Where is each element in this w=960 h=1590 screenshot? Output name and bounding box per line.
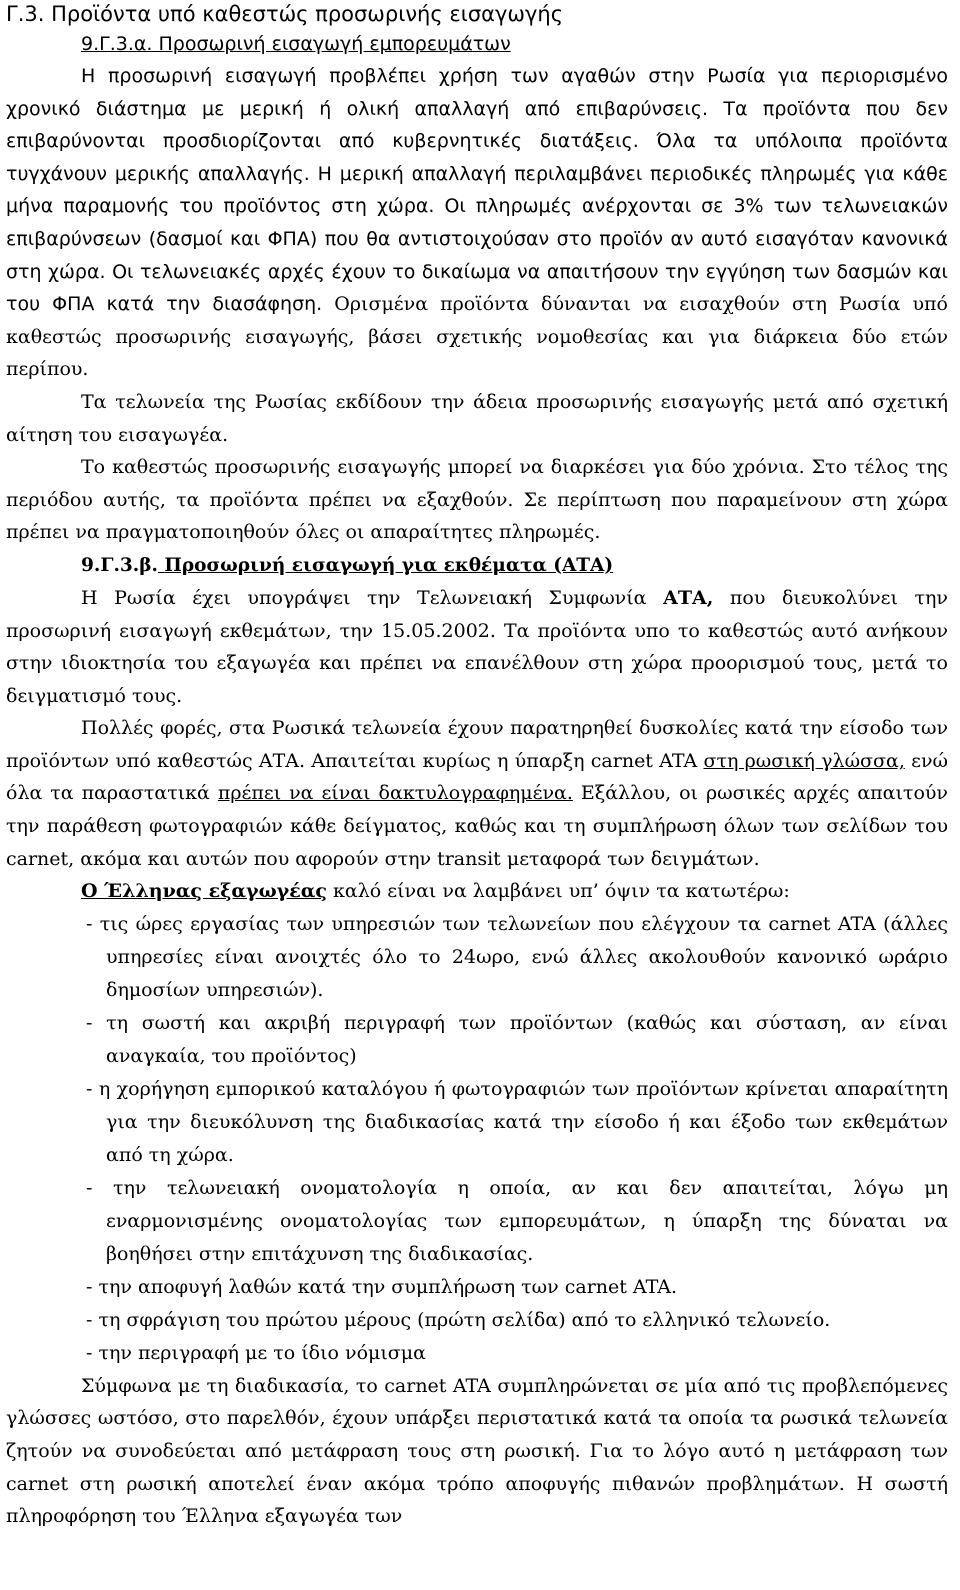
list-item: - τη σφράγιση του πρώτου μέρους (πρώτη σελίδα) από το ελληνικό τελωνείο. bbox=[86, 1308, 831, 1331]
paragraph-b2-underline1: στη ρωσική γλώσσα, bbox=[703, 749, 905, 772]
paragraph-b2-part1: Πολλές φορές, στα Ρωσικά τελωνεία έχουν παρατηρηθεί δυσκολίες κατά την είσοδο των προϊόντων υπό καθεστώς ΑΤΑ. Απαιτείται κυρίως η ύπαρξη carnet ATA bbox=[6, 717, 948, 772]
paragraph-b3-bold: Ο Έλληνας εξαγωγέας bbox=[81, 880, 327, 903]
section-title: Γ.3. Προϊόντα υπό καθεστώς προσωρινής εισαγωγής bbox=[6, 2, 564, 26]
list-item: - την τελωνειακή ονοματολογία η οποία, αν και δεν απαιτείται, λόγω μη εναρμονισμένης ονοματολογίας των εμπορευμάτων, η ύπαρξη της δύναται να βοηθήσει στην επιτάχυνση της διαδικασίας. bbox=[86, 1176, 948, 1265]
paragraph-a3: Το καθεστώς προσωρινής εισαγωγής μπορεί να διαρκέσει για δύο χρόνια. Στο τέλος της περιόδου αυτής, τα προϊόντα πρέπει να εξαχθούν. Σε περίπτωση που παραμείνουν στη χώρα πρέπει να πραγματοποιηθούν όλες οι απαραίτητες πληρωμές. bbox=[6, 456, 948, 544]
list-item: - την περιγραφή με το ίδιο νόμισμα bbox=[86, 1341, 426, 1364]
paragraph-b2-part3: Εξάλλου, οι ρωσικές αρχές απαιτούν την παράθεση φωτογραφιών κάθε δείγματος, καθώς και τη συμπλήρωση όλων των σελίδων του carnet, ακόμα και αυτών που αφορούν στην transit μεταφορά των δειγμάτων. bbox=[6, 782, 948, 870]
list-item: - η χορήγηση εμπορικού καταλόγου ή φωτογραφιών των προϊόντων κρίνεται απαραίτητη για την διευκόλυνση της διαδικασίας κατά την είσοδο ή και έξοδο των εκθεμάτων από τη χώρα. bbox=[86, 1077, 948, 1166]
paragraph-b2-part2: ενώ όλα τα παραστατικά bbox=[6, 749, 949, 805]
paragraph-b2 bbox=[6, 712, 948, 875]
paragraph-a1-serif-text: Ορισμένα προϊόντα δύνανται να εισαχθούν στη Ρωσία υπό καθεστώς προσωρινής εισαγωγής, βάσει σχετικής νομοθεσίας και για διάρκεια δύο ετών περίπου. bbox=[6, 293, 948, 381]
paragraph-b3-after: καλό είναι να λαμβάνει υπ’ όψιν τα κατωτέρω: bbox=[333, 880, 790, 903]
paragraph-b4: Σύμφωνα με τη διαδικασία, το carnet ATA συμπληρώνεται σε μία από τις προβλεπόμενες γλώσσες ωστόσο, στο παρελθόν, έχουν υπάρξει περιστατικά κατά τα οποία τα ρωσικά τελωνεία ζητούν να συνοδεύεται από μετάφραση τους στη ρωσική. Για το λόγο αυτό η μετάφραση των carnet στη ρωσική αποτελεί έναν ακόμα τρόπο αποφυγής πιθανών προβλημάτων. Η σωστή πληροφόρηση του Έλληνα εξαγωγέα των bbox=[6, 1374, 948, 1528]
paragraph-b1-bold: ΑΤΑ, bbox=[663, 586, 714, 609]
paragraph-a1 bbox=[6, 60, 948, 386]
paragraph-b1 bbox=[6, 582, 948, 712]
list-item: - την αποφυγή λαθών κατά την συμπλήρωση των carnet ATA. bbox=[86, 1275, 678, 1298]
paragraph-b2-underline2: πρέπει να είναι δακτυλογραφημένα. bbox=[217, 782, 573, 805]
list-item: - τη σωστή και ακριβή περιγραφή των προϊόντων (καθώς και σύσταση, αν είναι αναγκαία, του προϊόντος) bbox=[86, 1011, 948, 1067]
subsection-a-heading bbox=[6, 28, 948, 60]
subsection-a-title: Προσωρινή εισαγωγή εμπορευμάτων bbox=[158, 33, 511, 55]
paragraph-b1-after: που διευκολύνει την προσωρινή εισαγωγή εκθεμάτων, την 15.05.2002. Τα προϊόντα υπο το καθεστώς αυτό ανήκουν στην ιδιοκτησία του εξαγωγέα και πρέπει να επανέλθουν στη χώρα προορισμού τους, μετά το δειγματισμό τους. bbox=[6, 586, 948, 707]
list-item: - τις ώρες εργασίας των υπηρεσιών των τελωνείων που ελέγχουν τα carnet ATA (άλλες υπηρεσίες είναι ανοιχτές όλο το 24ωρο, ενώ άλλες ακολουθούν κανονικό ωράριο δημοσίων υπηρεσιών). bbox=[86, 912, 948, 1001]
subsection-a-number: 9.Γ.3.α. bbox=[81, 33, 153, 55]
paragraph-b1-before: Η Ρωσία έχει υπογράψει την Τελωνειακή Συμφωνία bbox=[81, 586, 647, 609]
paragraph-b3 bbox=[6, 875, 948, 908]
subsection-b-heading bbox=[6, 549, 948, 582]
requirements-list bbox=[6, 908, 948, 1370]
subsection-b-title: Προσωρινή εισαγωγή για εκθέματα (ΑΤΑ) bbox=[164, 554, 614, 576]
subsection-b-number: 9.Γ.3.β. bbox=[81, 554, 158, 576]
paragraph-a1-text: Η προσωρινή εισαγωγή προβλέπει χρήση των αγαθών στην Ρωσία για περιορισμένο χρονικό διάστημα με μερική ή ολική απαλλαγή από επιβαρύνσεις. Τα προϊόντα που δεν επιβαρύνονται προσδιορίζονται από κυβερνητικές διατάξεις. Όλα τα υπόλοιπα προϊόντα τυγχάνουν μερικής απαλλαγής. Η μερική απαλλαγή περιλαμβάνει περιοδικές πληρωμές για κάθε μήνα παραμονής του προϊόντος στη χώρα. Οι πληρωμές ανέρχονται σε 3% των τελωνειακών επιβαρύνσεων (δασμοί και ΦΠΑ) που θα αντιστοιχούσαν στο προϊόν αν αυτό εισαγόταν κανονικά στη χώρα. Οι τελωνειακές αρχές έχουν το δικαίωμα να απαιτήσουν την εγγύηση των δασμών και του ΦΠΑ κατά την διασάφηση. bbox=[6, 65, 948, 316]
paragraph-a2: Τα τελωνεία της Ρωσίας εκδίδουν την άδεια προσωρινής εισαγωγής μετά από σχετική αίτηση του εισαγωγέα. bbox=[6, 390, 948, 446]
